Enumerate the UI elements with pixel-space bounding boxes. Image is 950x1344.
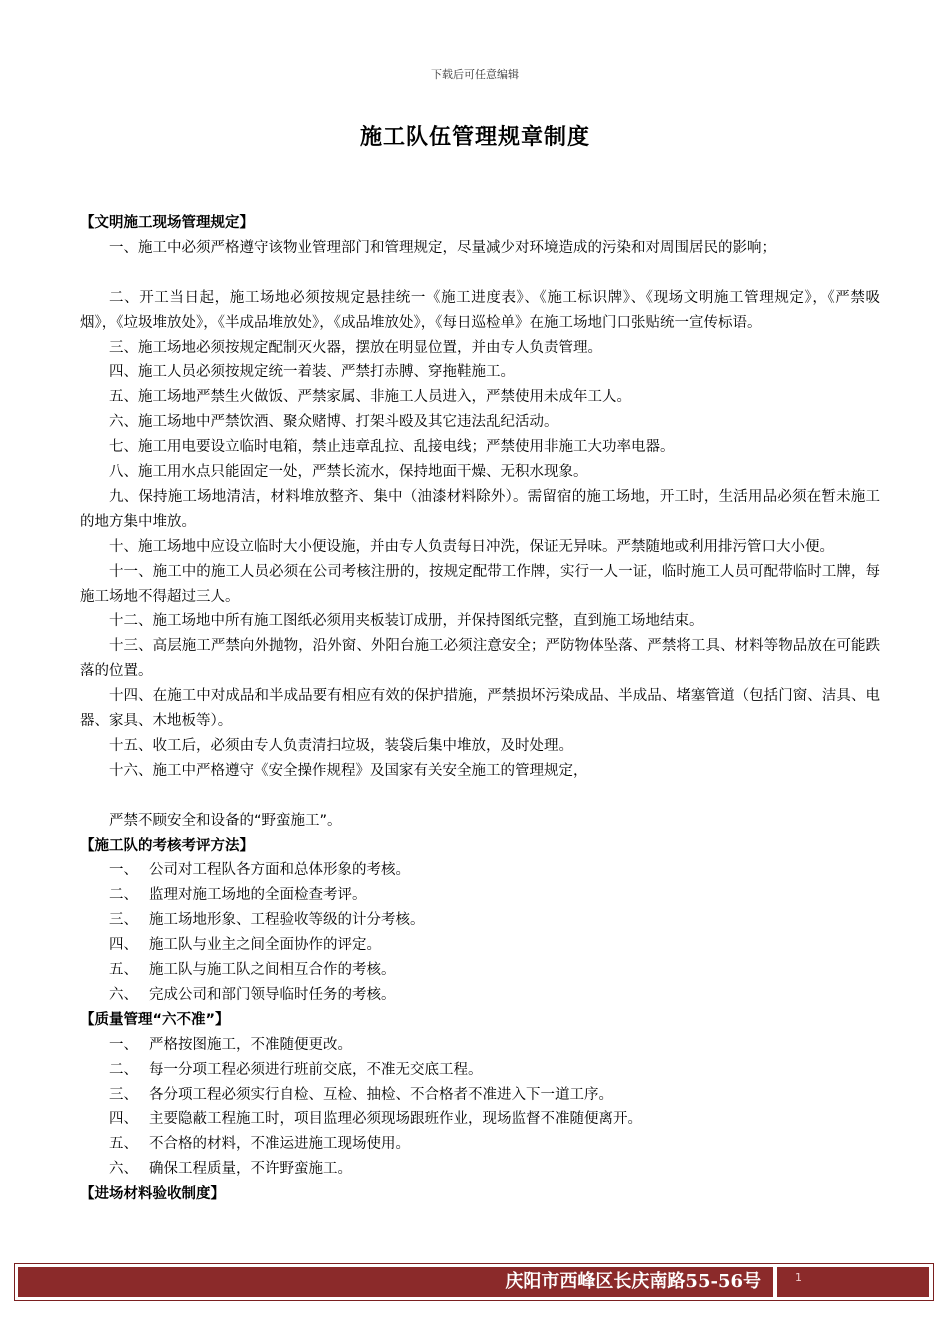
rule-item: 三、施工场地必须按规定配制灭火器，摆放在明显位置，并由专人负责管理。 [109, 339, 602, 356]
list-item-number: 六、 [109, 1161, 138, 1178]
rule-item: 十三、高层施工严禁向外抛物，沿外窗、外阳台施工必须注意安全；严防物体坠落、严禁将工具、材料等物品放在可能跌落的位置。 [80, 638, 880, 680]
rule-item: 一、施工中必须严格遵守该物业管理部门和管理规定，尽量减少对环境造成的污染和对周围居民的影响； [109, 239, 776, 256]
list-item [80, 908, 880, 933]
rule-item: 二、开工当日起，施工场地必须按规定悬挂统一《施工进度表》、《施工标识牌》、《现场文明施工管理规定》，《严禁吸烟》，《垃圾堆放处》，《半成品堆放处》，《成品堆放处》，《每日巡检单》在施工场地门口张贴统一宣传标语。 [80, 289, 880, 331]
rule-item: 四、施工人员必须按规定统一着装、严禁打赤膊、穿拖鞋施工。 [109, 364, 515, 381]
list-item [80, 883, 880, 908]
list-item-number: 五、 [109, 962, 138, 979]
rule-item: 十六、施工中严格遵守《安全操作规程》及国家有关安全施工的管理规定， [109, 762, 588, 779]
blank-line [80, 261, 880, 286]
footer-address: 庆阳市西峰区长庆南路55-56号 [18, 1267, 773, 1297]
rule-item: 十四、在施工中对成品和半成品要有相应有效的保护措施，严禁损坏污染成品、半成品、堵塞管道（包括门窗、洁具、电器、家具、木地板等）。 [80, 688, 880, 730]
section-heading-assessment: 【施工队的考核考评方法】 [80, 837, 254, 854]
list-item-text: 每一分项工程必须进行班前交底，不准无交底工程。 [149, 1061, 483, 1078]
rule-item: 八、施工用水点只能固定一处，严禁长流水，保持地面干燥、无积水现象。 [109, 464, 588, 481]
list-item-number: 一、 [109, 1036, 138, 1053]
list-item-text: 施工队与施工队之间相互合作的考核。 [149, 962, 396, 979]
list-item [80, 1157, 880, 1182]
list-item-text: 各分项工程必须实行自检、互检、抽检、不合格者不准进入下一道工序。 [149, 1086, 613, 1103]
list-item [80, 983, 880, 1008]
rule-item: 九、保持施工场地清洁，材料堆放整齐、集中（油漆材料除外）。需留宿的施工场地，开工时，生活用品必须在暂未施工的地方集中堆放。 [80, 488, 880, 530]
page-footer [14, 1263, 934, 1301]
section-heading-material-acceptance: 【进场材料验收制度】 [80, 1186, 225, 1203]
list-item [80, 958, 880, 983]
list-item-number: 四、 [109, 1111, 138, 1128]
list-item-number: 三、 [109, 1086, 138, 1103]
list-item-text: 施工队与业主之间全面协作的评定。 [149, 937, 381, 954]
list-item-number: 三、 [109, 912, 138, 929]
document-body [80, 211, 880, 1207]
list-item-number: 五、 [109, 1136, 138, 1153]
list-item [80, 1107, 880, 1132]
list-item-text: 严格按图施工，不准随便更改。 [149, 1036, 352, 1053]
list-item-text: 主要隐蔽工程施工时，项目监理必须现场跟班作业，现场监督不准随便离开。 [149, 1111, 642, 1128]
list-item [80, 858, 880, 883]
list-item [80, 1083, 880, 1108]
rule-item: 十、施工场地中应设立临时大小便设施，并由专人负责每日冲洗，保证无异味。严禁随地或利用排污管口大小便。 [109, 538, 834, 555]
list-item [80, 1132, 880, 1157]
page-number: 1 [777, 1267, 929, 1297]
rule-item: 十五、收工后，必须由专人负责清扫垃圾，装袋后集中堆放，及时处理。 [109, 738, 573, 754]
rule-item: 六、施工场地中严禁饮酒、聚众赌博、打架斗殴及其它违法乱纪活动。 [109, 414, 559, 431]
rule-item: 七、施工用电要设立临时电箱，禁止违章乱拉、乱接电线；严禁使用非施工大功率电器。 [109, 439, 675, 456]
list-item [80, 933, 880, 958]
section-heading-quality: 【质量管理“六不准”】 [80, 1011, 230, 1028]
list-item-text: 不合格的材料，不准运进施工现场使用。 [149, 1136, 410, 1153]
list-item-text: 监理对施工场地的全面检查考评。 [149, 887, 367, 904]
list-item-number: 四、 [109, 937, 138, 954]
rule-closing: 严禁不顾安全和设备的“野蛮施工”。 [109, 812, 342, 829]
list-item [80, 1058, 880, 1083]
list-item-number: 一、 [109, 862, 138, 879]
rule-item: 十一、施工中的施工人员必须在公司考核注册的，按规定配带工作牌，实行一人一证，临时施工人员可配带临时工牌，每施工场地不得超过三人。 [80, 563, 880, 605]
header-note: 下载后可任意编辑 [431, 68, 519, 81]
blank-line [80, 784, 880, 809]
rule-item: 五、施工场地严禁生火做饭、严禁家属、非施工人员进入，严禁使用未成年工人。 [109, 389, 631, 406]
document-title: 施工队伍管理规章制度 [359, 125, 590, 150]
section-heading-civilized-construction: 【文明施工现场管理规定】 [80, 215, 254, 231]
list-item-text: 确保工程质量，不许野蛮施工。 [149, 1161, 352, 1178]
list-item-text: 完成公司和部门领导临时任务的考核。 [149, 986, 396, 1003]
list-item [80, 1033, 880, 1058]
rule-item: 十二、施工场地中所有施工图纸必须用夹板装订成册，并保持图纸完整，直到施工场地结束。 [109, 613, 704, 630]
list-item-number: 六、 [109, 986, 138, 1003]
list-item-text: 公司对工程队各方面和总体形象的考核。 [149, 862, 410, 879]
list-item-number: 二、 [109, 1061, 138, 1078]
list-item-number: 二、 [109, 887, 138, 904]
list-item-text: 施工场地形象、工程验收等级的计分考核。 [149, 912, 425, 929]
